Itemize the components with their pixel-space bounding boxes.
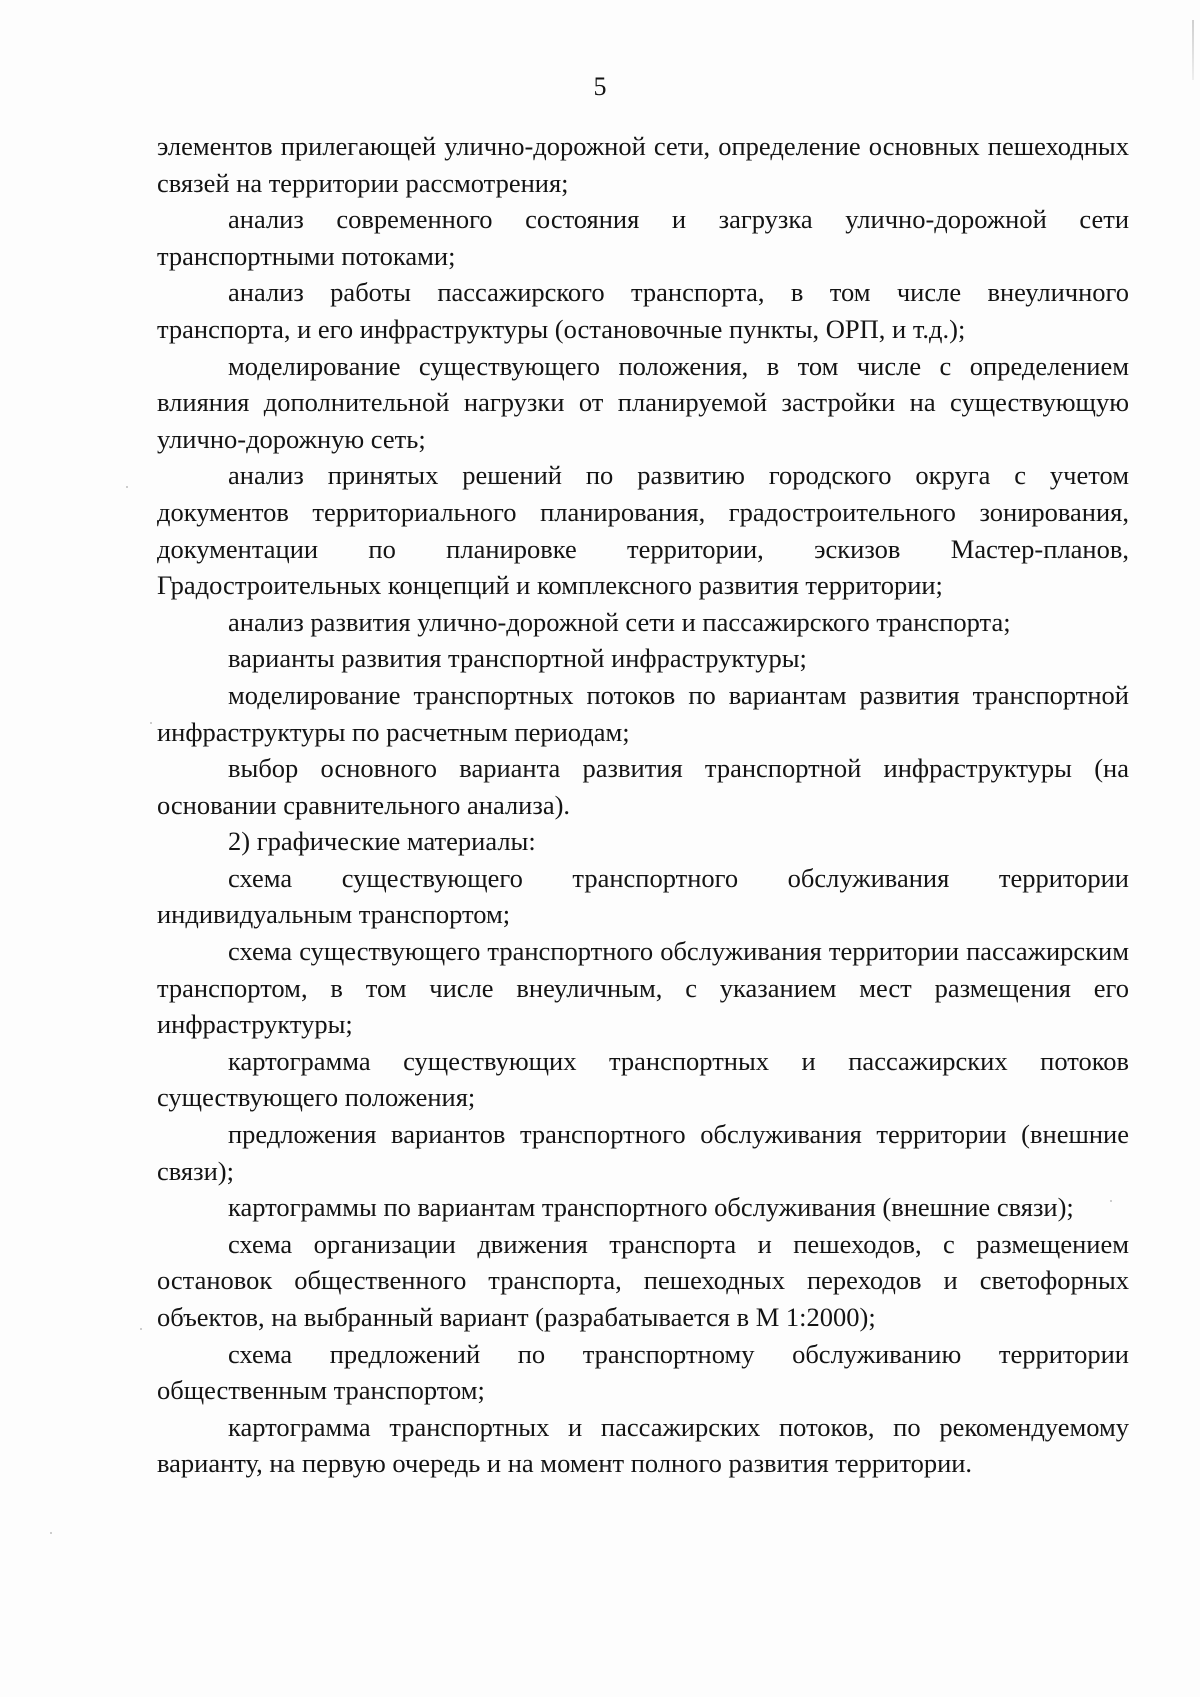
- paragraph: моделирование транспортных потоков по вариантам развития транспортной инфраструктуры по расчетным периодам;: [157, 679, 1129, 747]
- document-body: [157, 128, 1129, 1482]
- paragraph: выбор основного варианта развития транспортной инфраструктуры (на основании сравнительного анализа).: [157, 753, 1129, 820]
- scan-speck: [140, 1328, 142, 1330]
- paragraph: анализ современного состояния и загрузка улично-дорожной сети транспортными потоками;: [157, 204, 1129, 271]
- page-number: 5: [593, 72, 607, 101]
- paragraph: схема существующего транспортного обслуживания территории индивидуальным транспортом;: [157, 862, 1129, 930]
- paragraph: анализ работы пассажирского транспорта, в том числе внеуличного транспорта, и его инфраструктуры (остановочные пункты, ОРП, и т.д.);: [157, 277, 1129, 344]
- paragraph: анализ развития улично-дорожной сети и пассажирского транспорта;: [228, 606, 1011, 637]
- paragraph: схема существующего транспортного обслуживания территории пассажирским транспортом, в том числе внеуличным, с указанием мест размещения его инфраструктуры;: [157, 936, 1129, 1040]
- paragraph: схема организации движения транспорта и пешеходов, с размещением остановок общественного транспорта, пешеходных переходов и светофорных объектов, на выбранный вариант (разрабатывается в М 1:2000);: [157, 1228, 1129, 1332]
- paragraph: моделирование существующего положения, в том числе с определением влияния дополнительной нагрузки от планируемой застройки на существующую улично-дорожную сеть;: [157, 350, 1129, 454]
- paragraph: анализ принятых решений по развитию городского округа с учетом документов территориального планирования, градостроительного зонирования, документации по планировке территории, эскизов Мастер-планов, Градостроительных концепций и комплексного развития территории;: [157, 460, 1129, 601]
- scan-speck: [126, 486, 128, 488]
- paragraph: картограммы по вариантам транспортного обслуживания (внешние связи);: [228, 1192, 1074, 1223]
- paragraph: схема предложений по транспортному обслуживанию территории общественным транспортом;: [157, 1338, 1129, 1406]
- paragraph: картограмма транспортных и пассажирских потоков, по рекомендуемому варианту, на первую очередь и на момент полного развития территории.: [157, 1411, 1129, 1479]
- scan-speck: [50, 1532, 52, 1534]
- section-heading: 2) графические материалы:: [228, 826, 536, 857]
- paragraph: элементов прилегающей улично-дорожной сети, определение основных пешеходных связей на территории рассмотрения;: [157, 131, 1129, 198]
- scan-speck: [150, 722, 152, 724]
- paragraph: картограмма существующих транспортных и пассажирских потоков существующего положения;: [157, 1045, 1129, 1113]
- paragraph: варианты развития транспортной инфраструктуры;: [228, 643, 807, 674]
- scan-edge-mark: [1192, 20, 1194, 80]
- paragraph: предложения вариантов транспортного обслуживания территории (внешние связи);: [157, 1119, 1129, 1186]
